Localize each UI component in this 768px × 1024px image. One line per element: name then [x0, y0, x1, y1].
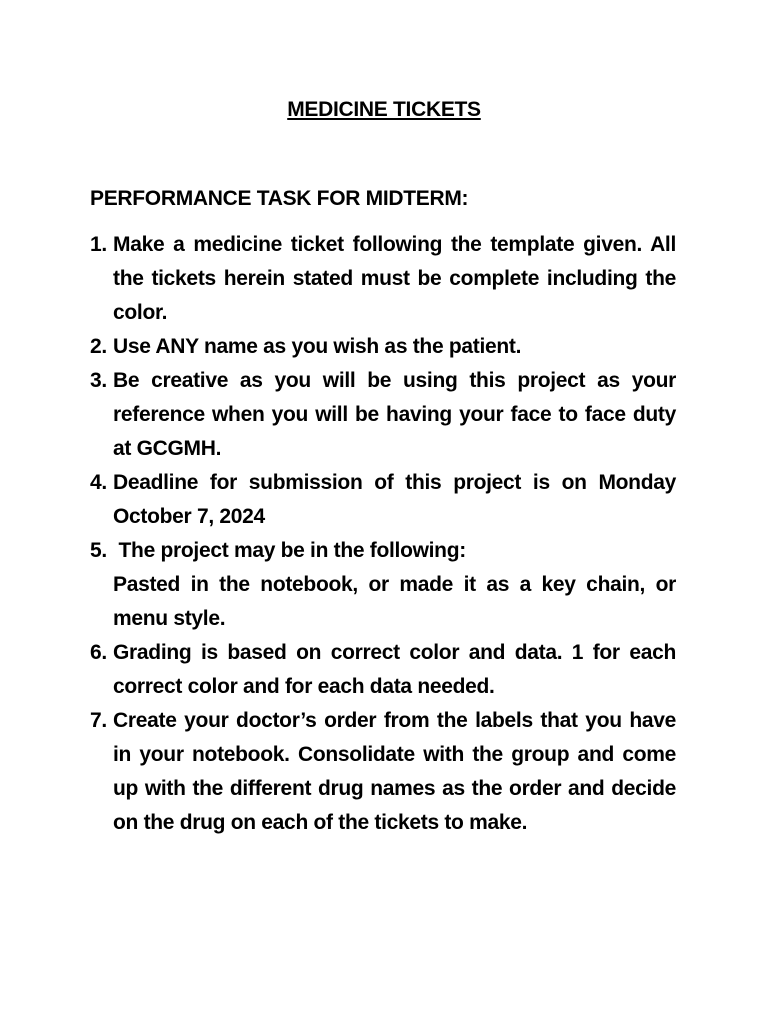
- task-text: Deadline for submission of this project is on Monday October 7, 2024: [113, 471, 676, 528]
- task-number: 2.: [90, 335, 107, 358]
- task-text-continuation: Pasted in the notebook, or made it as a key chain, or menu style.: [113, 573, 676, 630]
- task-number: 4.: [90, 471, 107, 494]
- task-text: Use ANY name as you wish as the patient.: [113, 335, 522, 358]
- task-item-5: [90, 534, 676, 636]
- task-item-1: [90, 228, 676, 330]
- task-list: [90, 228, 676, 840]
- task-item-2: [90, 330, 676, 364]
- task-item-3: [90, 364, 676, 466]
- task-text: Make a medicine ticket following the template given. All the tickets herein stated must be complete including the color.: [113, 233, 676, 324]
- task-number: 1.: [90, 233, 107, 256]
- task-text: The project may be in the following:: [113, 539, 466, 562]
- task-item-4: [90, 466, 676, 534]
- task-number: 6.: [90, 641, 107, 664]
- task-text: Be creative as you will be using this project as your reference when you will be having your face to face duty at GCGMH.: [113, 369, 676, 460]
- task-heading: PERFORMANCE TASK FOR MIDTERM:: [90, 187, 469, 210]
- document-title: MEDICINE TICKETS: [287, 98, 481, 121]
- task-number: 7.: [90, 709, 107, 732]
- task-number: 5.: [90, 539, 107, 562]
- task-number: 3.: [90, 369, 107, 392]
- task-text: Create your doctor’s order from the labels that you have in your notebook. Consolidate with the group and come up with the different drug names as the order and decide on the drug on each of the tickets to make.: [113, 709, 676, 834]
- task-item-6: [90, 636, 676, 704]
- task-item-7: [90, 704, 676, 840]
- task-text: Grading is based on correct color and data. 1 for each correct color and for each data needed.: [113, 641, 676, 698]
